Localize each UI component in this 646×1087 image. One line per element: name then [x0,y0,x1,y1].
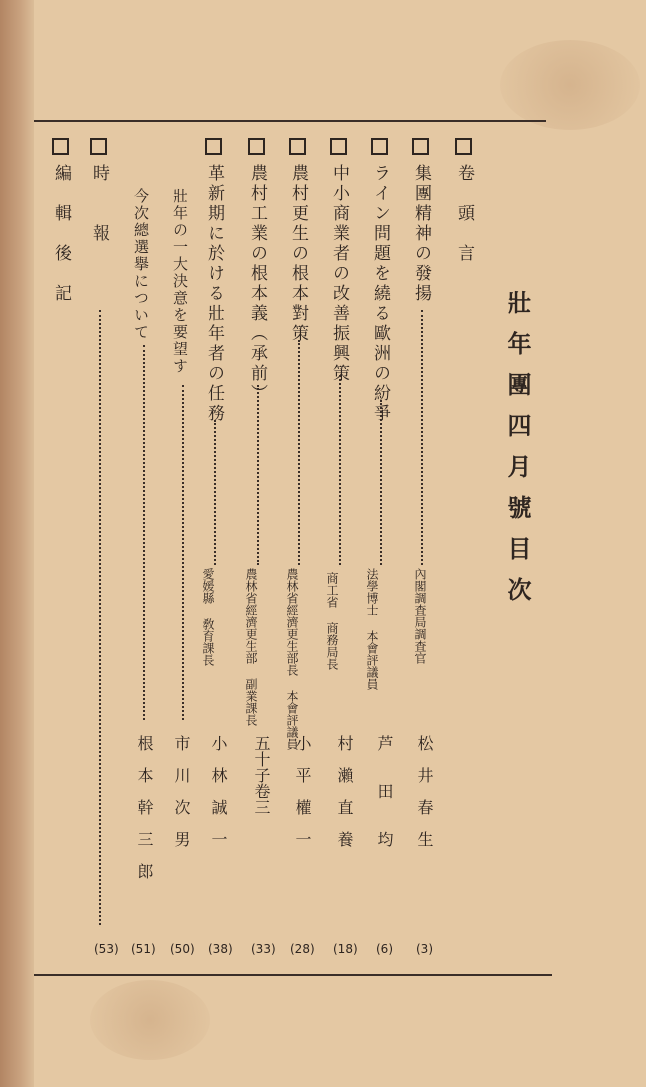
entry-affiliation: 法學博士 本會評議員 [365,568,379,690]
entry-title[interactable]: 農村工業の根本義（承前） [247,164,267,404]
page-binding-edge [0,0,34,1087]
paper-stain [500,40,640,130]
leader-dots [99,310,101,925]
bottom-rule [34,974,552,976]
entry-author: 市 川 次 男 [172,735,191,847]
entry-page: (3) [416,942,433,956]
entry-page: (28) [290,942,315,956]
entry-title[interactable]: 時 報 [89,164,109,244]
entry-affiliation: 農林省經濟更生部長 本會評議員 [285,568,299,750]
leader-dots [421,310,423,565]
entry-affiliation: 農林省經濟更生部 副業課長 [244,568,258,726]
entry-title[interactable]: 編 輯 後 記 [51,164,71,304]
entry-bullet-box [52,138,69,155]
entry-bullet-box [205,138,222,155]
entry-author: 芦 田 均 [375,735,394,847]
entry-page: (6) [376,942,393,956]
leader-dots [380,400,382,565]
entry-title[interactable]: 中小商業者の改善振興策 [329,164,349,384]
leader-dots [339,375,341,565]
entry-page: (18) [333,942,358,956]
entry-affiliation: 愛媛縣 敎育課長 [201,568,215,666]
entry-title[interactable]: 集團精神の發揚 [411,164,431,304]
entry-author: 五十子卷三 [252,735,271,815]
entry-author: 小 平 權 一 [293,735,312,847]
entry-title[interactable]: 農村更生の根本對策 [288,164,308,344]
leader-dots [143,345,145,720]
entry-bullet-box [90,138,107,155]
entry-page: (53) [94,942,119,956]
entry-title[interactable]: 今次總選擧について [132,188,150,341]
top-rule [34,120,546,122]
entry-affiliation: 內閣調査局調査官 [413,568,427,664]
entry-author: 根 本 幹 三 郎 [135,735,154,879]
leader-dots [182,385,184,720]
paper-stain [90,980,210,1060]
entry-title[interactable]: 卷 頭 言 [454,164,474,264]
leader-dots [257,385,259,565]
entry-title[interactable]: 壯年の一大決意を要望す [171,188,189,375]
entry-title[interactable]: ライン問題を繞る歐洲の紛爭 [370,164,390,424]
leader-dots [298,340,300,565]
entry-page: (51) [131,942,156,956]
entry-bullet-box [371,138,388,155]
entry-affiliation: 商工省 商務局長 [325,572,339,670]
entry-author: 小 林 誠 一 [209,735,228,847]
entry-bullet-box [289,138,306,155]
entry-title[interactable]: 革新期に於ける壯年者の任務 [204,164,224,424]
entry-author: 村 瀨 直 養 [335,735,354,847]
entry-bullet-box [455,138,472,155]
entry-bullet-box [412,138,429,155]
leader-dots [214,420,216,565]
entry-author: 松 井 春 生 [415,735,434,847]
entry-page: (33) [251,942,276,956]
entry-page: (38) [208,942,233,956]
entry-bullet-box [330,138,347,155]
toc-title: 壯年團四月號目次 [503,290,532,618]
entry-bullet-box [248,138,265,155]
entry-page: (50) [170,942,195,956]
